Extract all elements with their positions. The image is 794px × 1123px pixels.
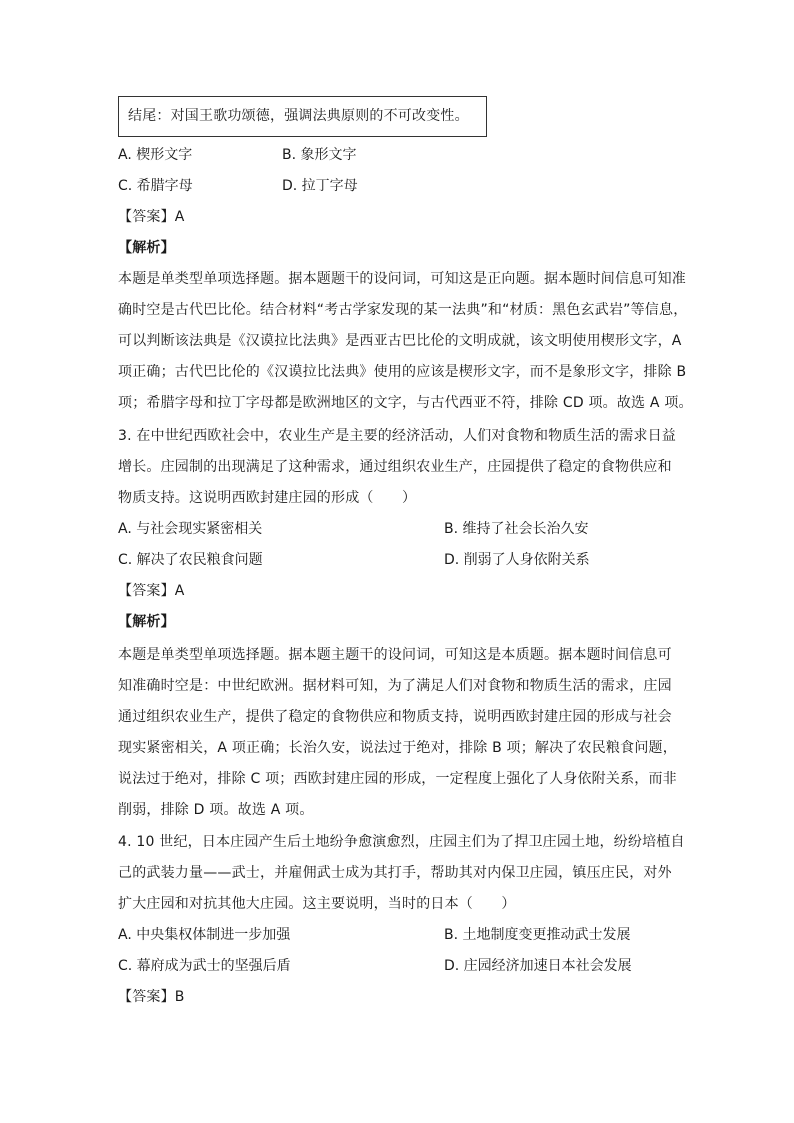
q3-analysis-line: 本题是单类型单项选择题。据本题主题干的设问词，可知这是本质题。据本题时间信息可 <box>118 647 672 663</box>
q4-answer: 【答案】B <box>118 989 185 1005</box>
q3-option-a: A. 与社会现实紧密相关 <box>118 521 263 537</box>
q3-analysis-line: 削弱，排除 D 项。故选 A 项。 <box>118 802 314 818</box>
q2-option-a: A. 楔形文字 <box>118 147 193 163</box>
q4-stem-line: 4. 10 世纪，日本庄园产生后土地纷争愈演愈烈，庄园主们为了捍卫庄园土地，纷纷培植自 <box>118 834 685 850</box>
material-box-text: 结尾：对国王歌功颂德，强调法典原则的不可改变性。 <box>128 108 469 124</box>
q2-analysis-line: 本题是单类型单项选择题。据本题题干的设问词，可知这是正向题。据本题时间信息可知准 <box>118 271 686 287</box>
q2-option-d: D. 拉丁字母 <box>282 178 358 194</box>
q3-option-d: D. 削弱了人身依附关系 <box>444 552 590 568</box>
q3-analysis-line: 知准确时空是：中世纪欧洲。据材料可知，为了满足人们对食物和物质生活的需求，庄园 <box>118 678 672 694</box>
q2-answer: 【答案】A <box>118 209 185 225</box>
q2-analysis-line: 确时空是古代巴比伦。结合材料“考古学家发现的某一法典”和“材质：黑色玄武岩”等信息， <box>118 302 688 318</box>
q3-analysis-label: 【解析】 <box>118 614 175 630</box>
q3-stem-line: 物质支持。这说明西欧封建庄园的形成（ ） <box>118 490 417 506</box>
q2-analysis-line: 可以判断该法典是《汉谟拉比法典》是西亚古巴比伦的文明成就，该文明使用楔形文字，A <box>118 333 682 349</box>
q3-analysis-line: 通过组织农业生产，提供了稳定的食物供应和物质支持，说明西欧封建庄园的形成与社会 <box>118 709 672 725</box>
q4-option-c: C. 幕府成为武士的坚强后盾 <box>118 958 291 974</box>
q2-analysis-line: 项；希腊字母和拉丁字母都是欧洲地区的文字，与古代西亚不符，排除 CD 项。故选 A 项。 <box>118 395 693 411</box>
q4-stem-line: 扩大庄园和对抗其他大庄园。这主要说明，当时的日本（ ） <box>118 896 516 912</box>
q3-option-c: C. 解决了农民粮食问题 <box>118 552 263 568</box>
q2-option-c: C. 希腊字母 <box>118 178 193 194</box>
q4-option-b: B. 土地制度变更推动武士发展 <box>444 927 631 943</box>
q2-option-b: B. 象形文字 <box>282 147 357 163</box>
q4-stem-line: 己的武装力量——武士，并雇佣武士成为其打手，帮助其对内保卫庄园，镇压庄民，对外 <box>118 865 672 881</box>
q4-option-a: A. 中央集权体制进一步加强 <box>118 927 291 943</box>
q4-option-d: D. 庄园经济加速日本社会发展 <box>444 958 632 974</box>
q2-analysis-line: 项正确；古代巴比伦的《汉谟拉比法典》使用的应该是楔形文字，而不是象形文字，排除 B <box>118 364 687 380</box>
q2-analysis-label: 【解析】 <box>118 240 175 256</box>
q3-stem-line: 3. 在中世纪西欧社会中，农业生产是主要的经济活动，人们对食物和物质生活的需求日益 <box>118 428 677 444</box>
q3-analysis-line: 说法过于绝对，排除 C 项；西欧封建庄园的形成，一定程度上强化了人身依附关系，而非 <box>118 771 677 787</box>
q3-option-b: B. 维持了社会长治久安 <box>444 521 589 537</box>
q3-analysis-line: 现实紧密相关，A 项正确；长治久安，说法过于绝对，排除 B 项；解决了农民粮食问题， <box>118 740 677 756</box>
q3-stem-line: 增长。庄园制的出现满足了这种需求，通过组织农业生产，庄园提供了稳定的食物供应和 <box>118 459 672 475</box>
q3-answer: 【答案】A <box>118 583 185 599</box>
